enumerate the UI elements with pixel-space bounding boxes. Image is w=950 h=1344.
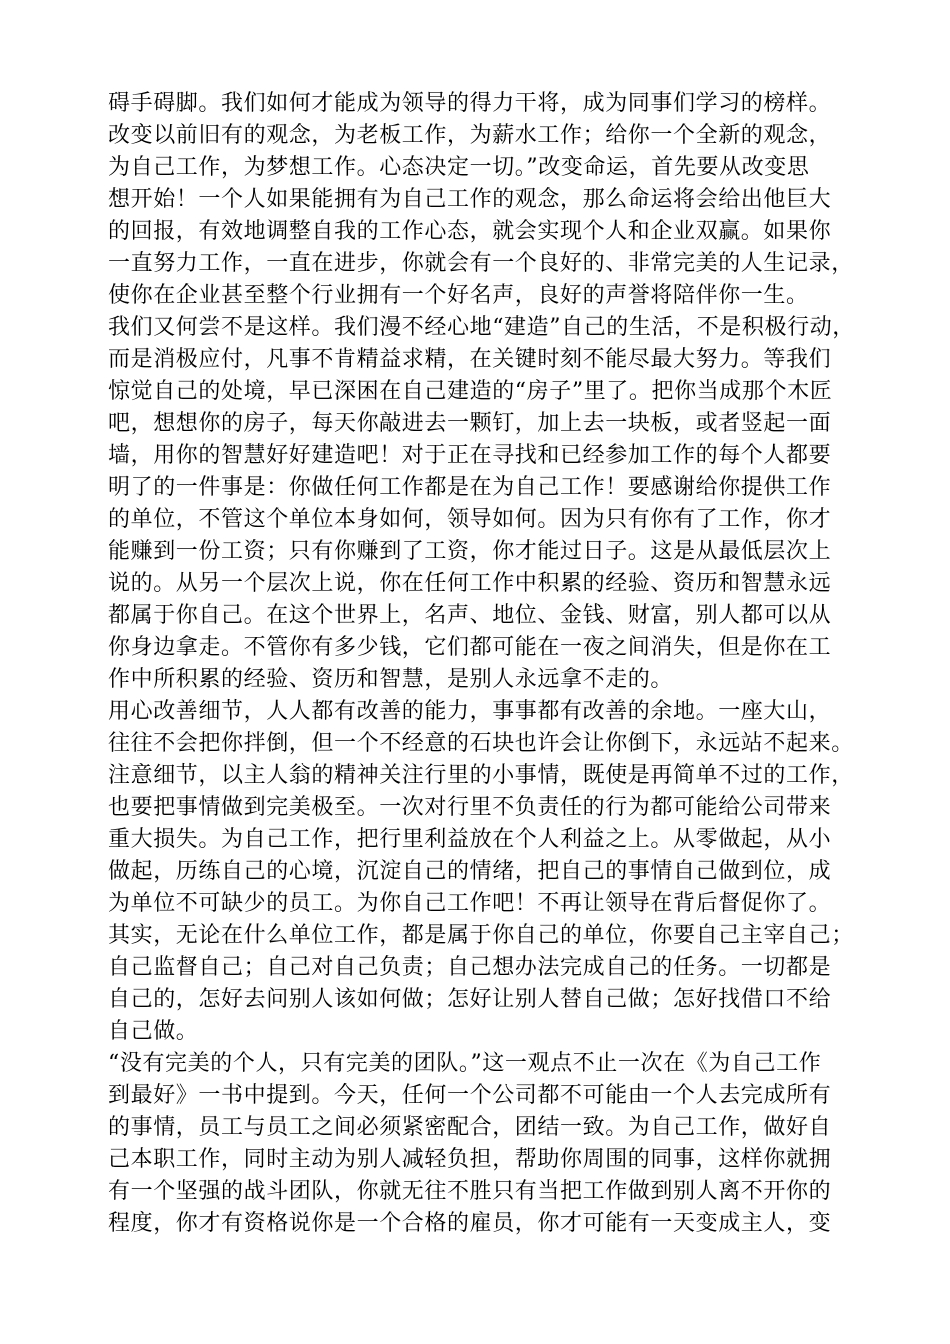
text-line: “没有完美的个人，只有完美的团队。”这一观点不止一次在《为自己工作 — [108, 1051, 822, 1076]
text-line: 能赚到一份工资；只有你赚到了工资，你才能过日子。这是从最低层次上 — [108, 539, 832, 564]
text-line: 其实，无论在什么单位工作，都是属于你自己的单位，你要自己主宰自己； — [108, 923, 854, 948]
text-line: 自己监督自己；自己对自己负责；自己想办法完成自己的任务。一切都是 — [108, 955, 832, 980]
text-line: 吧，想想你的房子，每天你敲进去一颗钉，加上去一块板，或者竖起一面 — [108, 411, 832, 436]
text-line: 也要把事情做到完美极至。一次对行里不负责任的行为都可能给公司带来 — [108, 795, 832, 820]
text-line: 作中所积累的经验、资历和智慧，是别人永远拿不走的。 — [108, 667, 674, 692]
text-line: 往往不会把你拌倒，但一个不经意的石块也许会让你倒下，永远站不起来。 — [108, 731, 854, 756]
text-line: 为单位不可缺少的员工。为你自己工作吧！不再让领导在背后督促你了。 — [108, 891, 832, 916]
text-line: 的回报，有效地调整自我的工作心态，就会实现个人和企业双赢。如果你 — [108, 219, 832, 244]
text-line: 重大损失。为自己工作，把行里利益放在个人利益之上。从零做起，从小 — [108, 827, 832, 852]
text-line: 说的。从另一个层次上说，你在任何工作中积累的经验、资历和智慧永远 — [108, 571, 832, 596]
text-line: 你身边拿走。不管你有多少钱，它们都可能在一夜之间消失，但是你在工 — [108, 635, 832, 660]
text-line: 而是消极应付，凡事不肯精益求精，在关键时刻不能尽最大努力。等我们 — [108, 347, 832, 372]
text-line: 一直努力工作，一直在进步，你就会有一个良好的、非常完美的人生记录， — [108, 251, 854, 276]
text-line: 明了的一件事是：你做任何工作都是在为自己工作！要感谢给你提供工作 — [108, 475, 832, 500]
text-line: 己本职工作，同时主动为别人减轻负担，帮助你周围的同事，这样你就拥 — [108, 1147, 832, 1172]
text-line: 注意细节，以主人翁的精神关注行里的小事情，既使是再简单不过的工作， — [108, 763, 854, 788]
text-line: 自己做。 — [108, 1019, 199, 1044]
text-line: 有一个坚强的战斗团队，你就无往不胜只有当把工作做到别人离不开你的 — [108, 1179, 832, 1204]
text-line: 墙，用你的智慧好好建造吧！对于正在寻找和已经参加工作的每个人都要 — [108, 443, 832, 468]
text-line: 程度，你才有资格说你是一个合格的雇员，你才可能有一天变成主人，变 — [108, 1211, 832, 1236]
document-body — [108, 88, 868, 1240]
text-line: 做起，历练自己的心境，沉淀自己的情绪，把自己的事情自己做到位，成 — [108, 859, 832, 884]
text-line: 为自己工作，为梦想工作。心态决定一切。”改变命运，首先要从改变思 — [108, 155, 810, 180]
text-line: 惊觉自己的处境，早已深困在自己建造的“房子”里了。把你当成那个木匠 — [108, 379, 833, 404]
text-line: 使你在企业甚至整个行业拥有一个好名声，良好的声誉将陪伴你一生。 — [108, 283, 809, 308]
text-line: 改变以前旧有的观念，为老板工作，为薪水工作；给你一个全新的观念， — [108, 123, 832, 148]
text-line: 碍手碍脚。我们如何才能成为领导的得力干将，成为同事们学习的榜样。 — [108, 91, 832, 116]
text-line: 想开始！一个人如果能拥有为自己工作的观念，那么命运将会给出他巨大 — [108, 187, 832, 212]
text-line: 我们又何尝不是这样。我们漫不经心地“建造”自己的生活，不是积极行动， — [108, 315, 855, 340]
text-line: 自己的，怎好去问别人该如何做；怎好让别人替自己做；怎好找借口不给 — [108, 987, 832, 1012]
text-line: 到最好》一书中提到。今天，任何一个公司都不可能由一个人去完成所有 — [108, 1083, 832, 1108]
text-line: 都属于你自己。在这个世界上，名声、地位、金钱、财富，别人都可以从 — [108, 603, 832, 628]
text-line: 的单位，不管这个单位本身如何，领导如何。因为只有你有了工作，你才 — [108, 507, 832, 532]
text-line: 的事情，员工与员工之间必须紧密配合，团结一致。为自己工作，做好自 — [108, 1115, 832, 1140]
text-line: 用心改善细节，人人都有改善的能力，事事都有改善的余地。一座大山， — [108, 699, 832, 724]
